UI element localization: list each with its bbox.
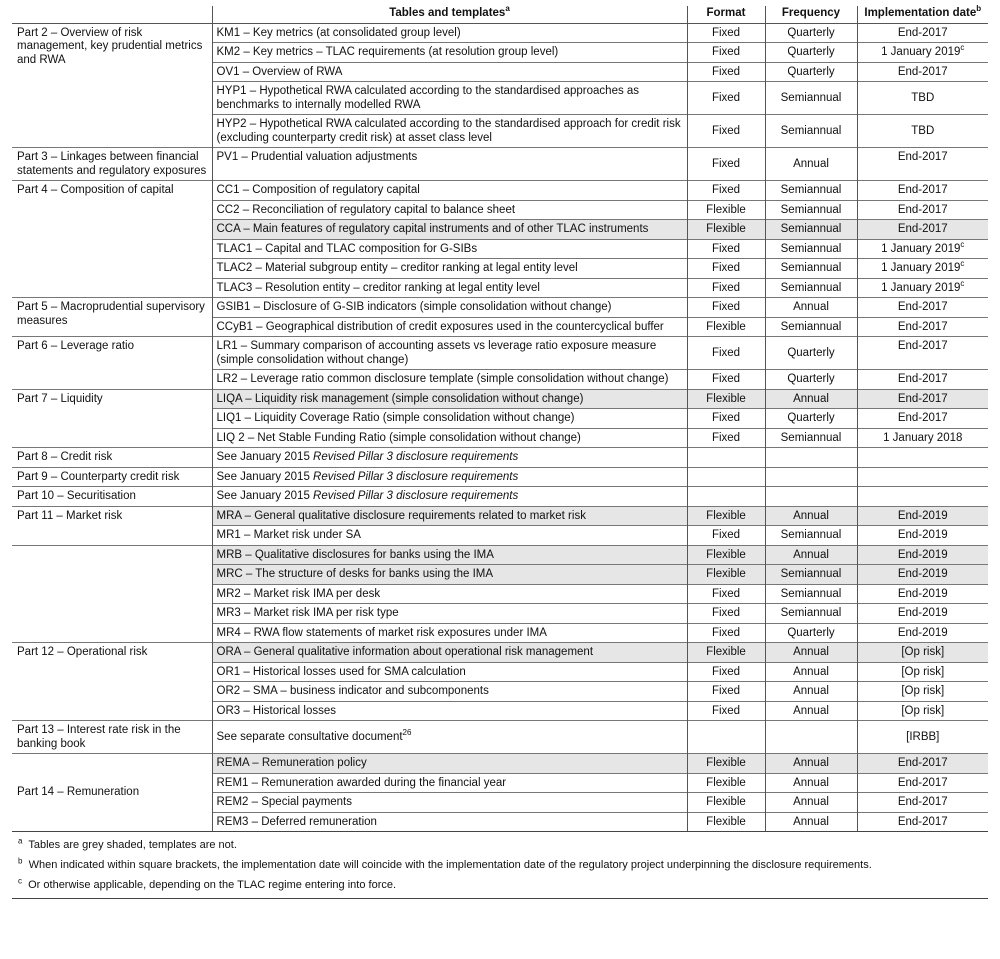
row-frequency: Annual xyxy=(765,682,857,702)
row-format: Flexible xyxy=(687,317,765,337)
row-date: End-2017 xyxy=(857,337,988,370)
table-row xyxy=(12,721,988,754)
see-reference: See January 2015 Revised Pillar 3 disclosure requirements xyxy=(212,448,687,468)
row-format: Flexible xyxy=(687,220,765,240)
row-date: End-2017 xyxy=(857,812,988,831)
row-format: Fixed xyxy=(687,82,765,115)
row-frequency: Quarterly xyxy=(765,623,857,643)
row-format: Fixed xyxy=(687,370,765,390)
row-name: REM3 – Deferred remuneration xyxy=(212,812,687,831)
row-frequency: Annual xyxy=(765,812,857,831)
disclosure-requirements-page xyxy=(12,6,988,899)
row-date: End-2019 xyxy=(857,565,988,585)
row-frequency: Annual xyxy=(765,545,857,565)
table-row xyxy=(12,337,988,370)
table-row xyxy=(12,487,988,507)
row-frequency: Semiannual xyxy=(765,317,857,337)
row-frequency: Semiannual xyxy=(765,584,857,604)
table-row xyxy=(12,181,988,201)
part-14-label: Part 14 – Remuneration xyxy=(12,754,212,832)
row-date: End-2017 xyxy=(857,317,988,337)
row-frequency: Semiannual xyxy=(765,526,857,546)
row-name: REMA – Remuneration policy xyxy=(212,754,687,774)
format-header: Format xyxy=(687,6,765,23)
row-format: Fixed xyxy=(687,526,765,546)
row-format: Fixed xyxy=(687,623,765,643)
row-date: End-2017 xyxy=(857,62,988,82)
row-format: Fixed xyxy=(687,43,765,63)
footnotes xyxy=(12,831,988,892)
row-name: KM2 – Key metrics – TLAC requirements (at resolution group level) xyxy=(212,43,687,63)
table-row xyxy=(12,754,988,774)
footnote-c: $^c$ Or otherwise applicable, depending on the TLAC regime entering into force. xyxy=(18,876,397,891)
row-format: Flexible xyxy=(687,754,765,774)
row-format: Fixed xyxy=(687,278,765,298)
row-name: OV1 – Overview of RWA xyxy=(212,62,687,82)
header-row xyxy=(12,6,988,23)
row-frequency: Semiannual xyxy=(765,239,857,259)
row-frequency: Annual xyxy=(765,662,857,682)
row-frequency: Annual xyxy=(765,389,857,409)
row-name: LIQ 2 – Net Stable Funding Ratio (simple consolidation without change) xyxy=(212,428,687,448)
part-6-label: Part 6 – Leverage ratio xyxy=(12,337,212,390)
part-11-continued xyxy=(12,545,212,643)
row-name: CCyB1 – Geographical distribution of credit exposures used in the countercyclical buffer xyxy=(212,317,687,337)
row-name: LR2 – Leverage ratio common disclosure template (simple consolidation without change) xyxy=(212,370,687,390)
tables-templates-header: Tables and templates$^a$ xyxy=(212,6,687,23)
row-frequency: Quarterly xyxy=(765,62,857,82)
row-format: Fixed xyxy=(687,604,765,624)
row-date: End-2017 xyxy=(857,754,988,774)
row-frequency: Quarterly xyxy=(765,409,857,429)
row-date: End-2017 xyxy=(857,389,988,409)
row-date: 1 January 2019$^c$ xyxy=(857,239,988,259)
row-name: LIQ1 – Liquidity Coverage Ratio (simple consolidation without change) xyxy=(212,409,687,429)
row-format: Flexible xyxy=(687,793,765,813)
row-name: MR3 – Market risk IMA per risk type xyxy=(212,604,687,624)
see-reference: See separate consultative document$^{26}$ xyxy=(212,721,687,754)
row-date: End-2019 xyxy=(857,584,988,604)
row-format: Flexible xyxy=(687,545,765,565)
row-frequency: Annual xyxy=(765,148,857,181)
row-name: CC2 – Reconciliation of regulatory capital to balance sheet xyxy=(212,200,687,220)
row-format: Fixed xyxy=(687,428,765,448)
row-format: Flexible xyxy=(687,200,765,220)
row-frequency: Semiannual xyxy=(765,200,857,220)
row-date: End-2019 xyxy=(857,604,988,624)
row-date: 1 January 2019$^c$ xyxy=(857,43,988,63)
row-format: Fixed xyxy=(687,701,765,721)
frequency-header: Frequency xyxy=(765,6,857,23)
row-frequency: Semiannual xyxy=(765,565,857,585)
row-name: TLAC3 – Resolution entity – creditor ranking at legal entity level xyxy=(212,278,687,298)
table-row xyxy=(12,298,988,318)
row-name: MRA – General qualitative disclosure requirements related to market risk xyxy=(212,506,687,526)
row-name: TLAC2 – Material subgroup entity – creditor ranking at legal entity level xyxy=(212,259,687,279)
footnote-b: $^b$ When indicated within square brackets, the implementation date will coincide with the implementation date of the regulatory project underpinning the disclosure requirements. xyxy=(18,856,872,871)
implementation-date-header: Implementation date$^b$ xyxy=(857,6,988,23)
row-format: Fixed xyxy=(687,409,765,429)
row-format: Fixed xyxy=(687,584,765,604)
row-date: 1 January 2019$^c$ xyxy=(857,278,988,298)
row-frequency: Annual xyxy=(765,506,857,526)
row-frequency: Annual xyxy=(765,298,857,318)
row-format: Fixed xyxy=(687,148,765,181)
row-name: OR2 – SMA – business indicator and subcomponents xyxy=(212,682,687,702)
row-frequency: Semiannual xyxy=(765,115,857,148)
row-format: Fixed xyxy=(687,298,765,318)
row-name: ORA – General qualitative information about operational risk management xyxy=(212,643,687,663)
row-frequency: Quarterly xyxy=(765,337,857,370)
row-date: End-2017 xyxy=(857,298,988,318)
row-date: End-2017 xyxy=(857,200,988,220)
row-date: [Op risk] xyxy=(857,643,988,663)
row-name: TLAC1 – Capital and TLAC composition for G-SIBs xyxy=(212,239,687,259)
row-name: REM1 – Remuneration awarded during the financial year xyxy=(212,773,687,793)
row-format: Fixed xyxy=(687,115,765,148)
row-name: REM2 – Special payments xyxy=(212,793,687,813)
row-frequency: Quarterly xyxy=(765,23,857,43)
row-frequency: Quarterly xyxy=(765,43,857,63)
table-row xyxy=(12,389,988,409)
row-date: End-2017 xyxy=(857,181,988,201)
row-format: Fixed xyxy=(687,662,765,682)
row-format: Fixed xyxy=(687,682,765,702)
row-date: End-2019 xyxy=(857,526,988,546)
row-format: Fixed xyxy=(687,62,765,82)
row-format: Flexible xyxy=(687,506,765,526)
row-frequency: Semiannual xyxy=(765,181,857,201)
row-date: [IRBB] xyxy=(857,721,988,754)
see-reference: See January 2015 Revised Pillar 3 disclosure requirements xyxy=(212,467,687,487)
part-11-label: Part 11 – Market risk xyxy=(12,506,212,545)
part-5-label: Part 5 – Macroprudential supervisory measures xyxy=(12,298,212,337)
row-frequency: Annual xyxy=(765,773,857,793)
row-frequency: Annual xyxy=(765,754,857,774)
row-date: End-2019 xyxy=(857,623,988,643)
row-date: 1 January 2018 xyxy=(857,428,988,448)
row-date: End-2017 xyxy=(857,23,988,43)
row-name: MR4 – RWA flow statements of market risk exposures under IMA xyxy=(212,623,687,643)
row-format: Flexible xyxy=(687,773,765,793)
row-frequency: Annual xyxy=(765,793,857,813)
row-format: Fixed xyxy=(687,239,765,259)
part-header xyxy=(12,6,212,23)
part-10-label: Part 10 – Securitisation xyxy=(12,487,212,507)
table-row xyxy=(12,467,988,487)
row-date: TBD xyxy=(857,115,988,148)
row-frequency: Semiannual xyxy=(765,259,857,279)
row-date: End-2017 xyxy=(857,409,988,429)
row-date: End-2017 xyxy=(857,370,988,390)
row-date: End-2017 xyxy=(857,793,988,813)
row-format: Fixed xyxy=(687,181,765,201)
row-name: GSIB1 – Disclosure of G-SIB indicators (simple consolidation without change) xyxy=(212,298,687,318)
part-12-label: Part 12 – Operational risk xyxy=(12,643,212,721)
row-date: End-2019 xyxy=(857,506,988,526)
row-frequency: Semiannual xyxy=(765,220,857,240)
row-frequency: Semiannual xyxy=(765,82,857,115)
row-frequency: Quarterly xyxy=(765,370,857,390)
part-3-label: Part 3 – Linkages between financial statements and regulatory exposures xyxy=(12,148,212,181)
table-row xyxy=(12,148,988,181)
row-name: OR3 – Historical losses xyxy=(212,701,687,721)
row-frequency: Annual xyxy=(765,643,857,663)
see-reference: See January 2015 Revised Pillar 3 disclosure requirements xyxy=(212,487,687,507)
table-row xyxy=(12,23,988,43)
row-date: 1 January 2019$^c$ xyxy=(857,259,988,279)
row-date: [Op risk] xyxy=(857,662,988,682)
row-date: End-2019 xyxy=(857,545,988,565)
row-name: LR1 – Summary comparison of accounting assets vs leverage ratio exposure measure (simple consolidation without change) xyxy=(212,337,687,370)
row-format: Flexible xyxy=(687,389,765,409)
part-4-label: Part 4 – Composition of capital xyxy=(12,181,212,298)
part-8-label: Part 8 – Credit risk xyxy=(12,448,212,468)
table-row xyxy=(12,506,988,526)
row-name: PV1 – Prudential valuation adjustments xyxy=(212,148,687,181)
row-frequency: Annual xyxy=(765,701,857,721)
row-format: Flexible xyxy=(687,643,765,663)
row-format: Flexible xyxy=(687,812,765,831)
row-date: End-2017 xyxy=(857,220,988,240)
row-name: CC1 – Composition of regulatory capital xyxy=(212,181,687,201)
row-name: MR2 – Market risk IMA per desk xyxy=(212,584,687,604)
row-date: End-2017 xyxy=(857,148,988,181)
row-date: TBD xyxy=(857,82,988,115)
row-format: Flexible xyxy=(687,565,765,585)
row-name: HYP2 – Hypothetical RWA calculated according to the standardised approach for credit risk (excluding counterparty credit risk) at asset class level xyxy=(212,115,687,148)
table-row xyxy=(12,448,988,468)
row-name: KM1 – Key metrics (at consolidated group level) xyxy=(212,23,687,43)
row-name: LIQA – Liquidity risk management (simple consolidation without change) xyxy=(212,389,687,409)
table-row xyxy=(12,545,988,565)
part-2-label: Part 2 – Overview of risk management, key prudential metrics and RWA xyxy=(12,23,212,148)
footnote-a: $^a$ Tables are grey shaded, templates are not. xyxy=(18,836,237,851)
row-format: Fixed xyxy=(687,259,765,279)
table-row xyxy=(12,643,988,663)
row-date: End-2017 xyxy=(857,773,988,793)
bottom-rule xyxy=(12,898,988,899)
row-name: HYP1 – Hypothetical RWA calculated according to the standardised approaches as benchmarks to internally modelled RWA xyxy=(212,82,687,115)
row-frequency: Semiannual xyxy=(765,604,857,624)
row-name: OR1 – Historical losses used for SMA calculation xyxy=(212,662,687,682)
part-13-label: Part 13 – Interest rate risk in the banking book xyxy=(12,721,212,754)
row-date: [Op risk] xyxy=(857,701,988,721)
part-9-label: Part 9 – Counterparty credit risk xyxy=(12,467,212,487)
row-name: CCA – Main features of regulatory capital instruments and of other TLAC instruments xyxy=(212,220,687,240)
row-date: [Op risk] xyxy=(857,682,988,702)
row-name: MRC – The structure of desks for banks using the IMA xyxy=(212,565,687,585)
row-format: Fixed xyxy=(687,337,765,370)
row-frequency: Semiannual xyxy=(765,428,857,448)
disclosure-requirements-table xyxy=(12,6,988,831)
row-frequency: Semiannual xyxy=(765,278,857,298)
row-name: MRB – Qualitative disclosures for banks using the IMA xyxy=(212,545,687,565)
row-name: MR1 – Market risk under SA xyxy=(212,526,687,546)
row-format: Fixed xyxy=(687,23,765,43)
part-7-label: Part 7 – Liquidity xyxy=(12,389,212,448)
